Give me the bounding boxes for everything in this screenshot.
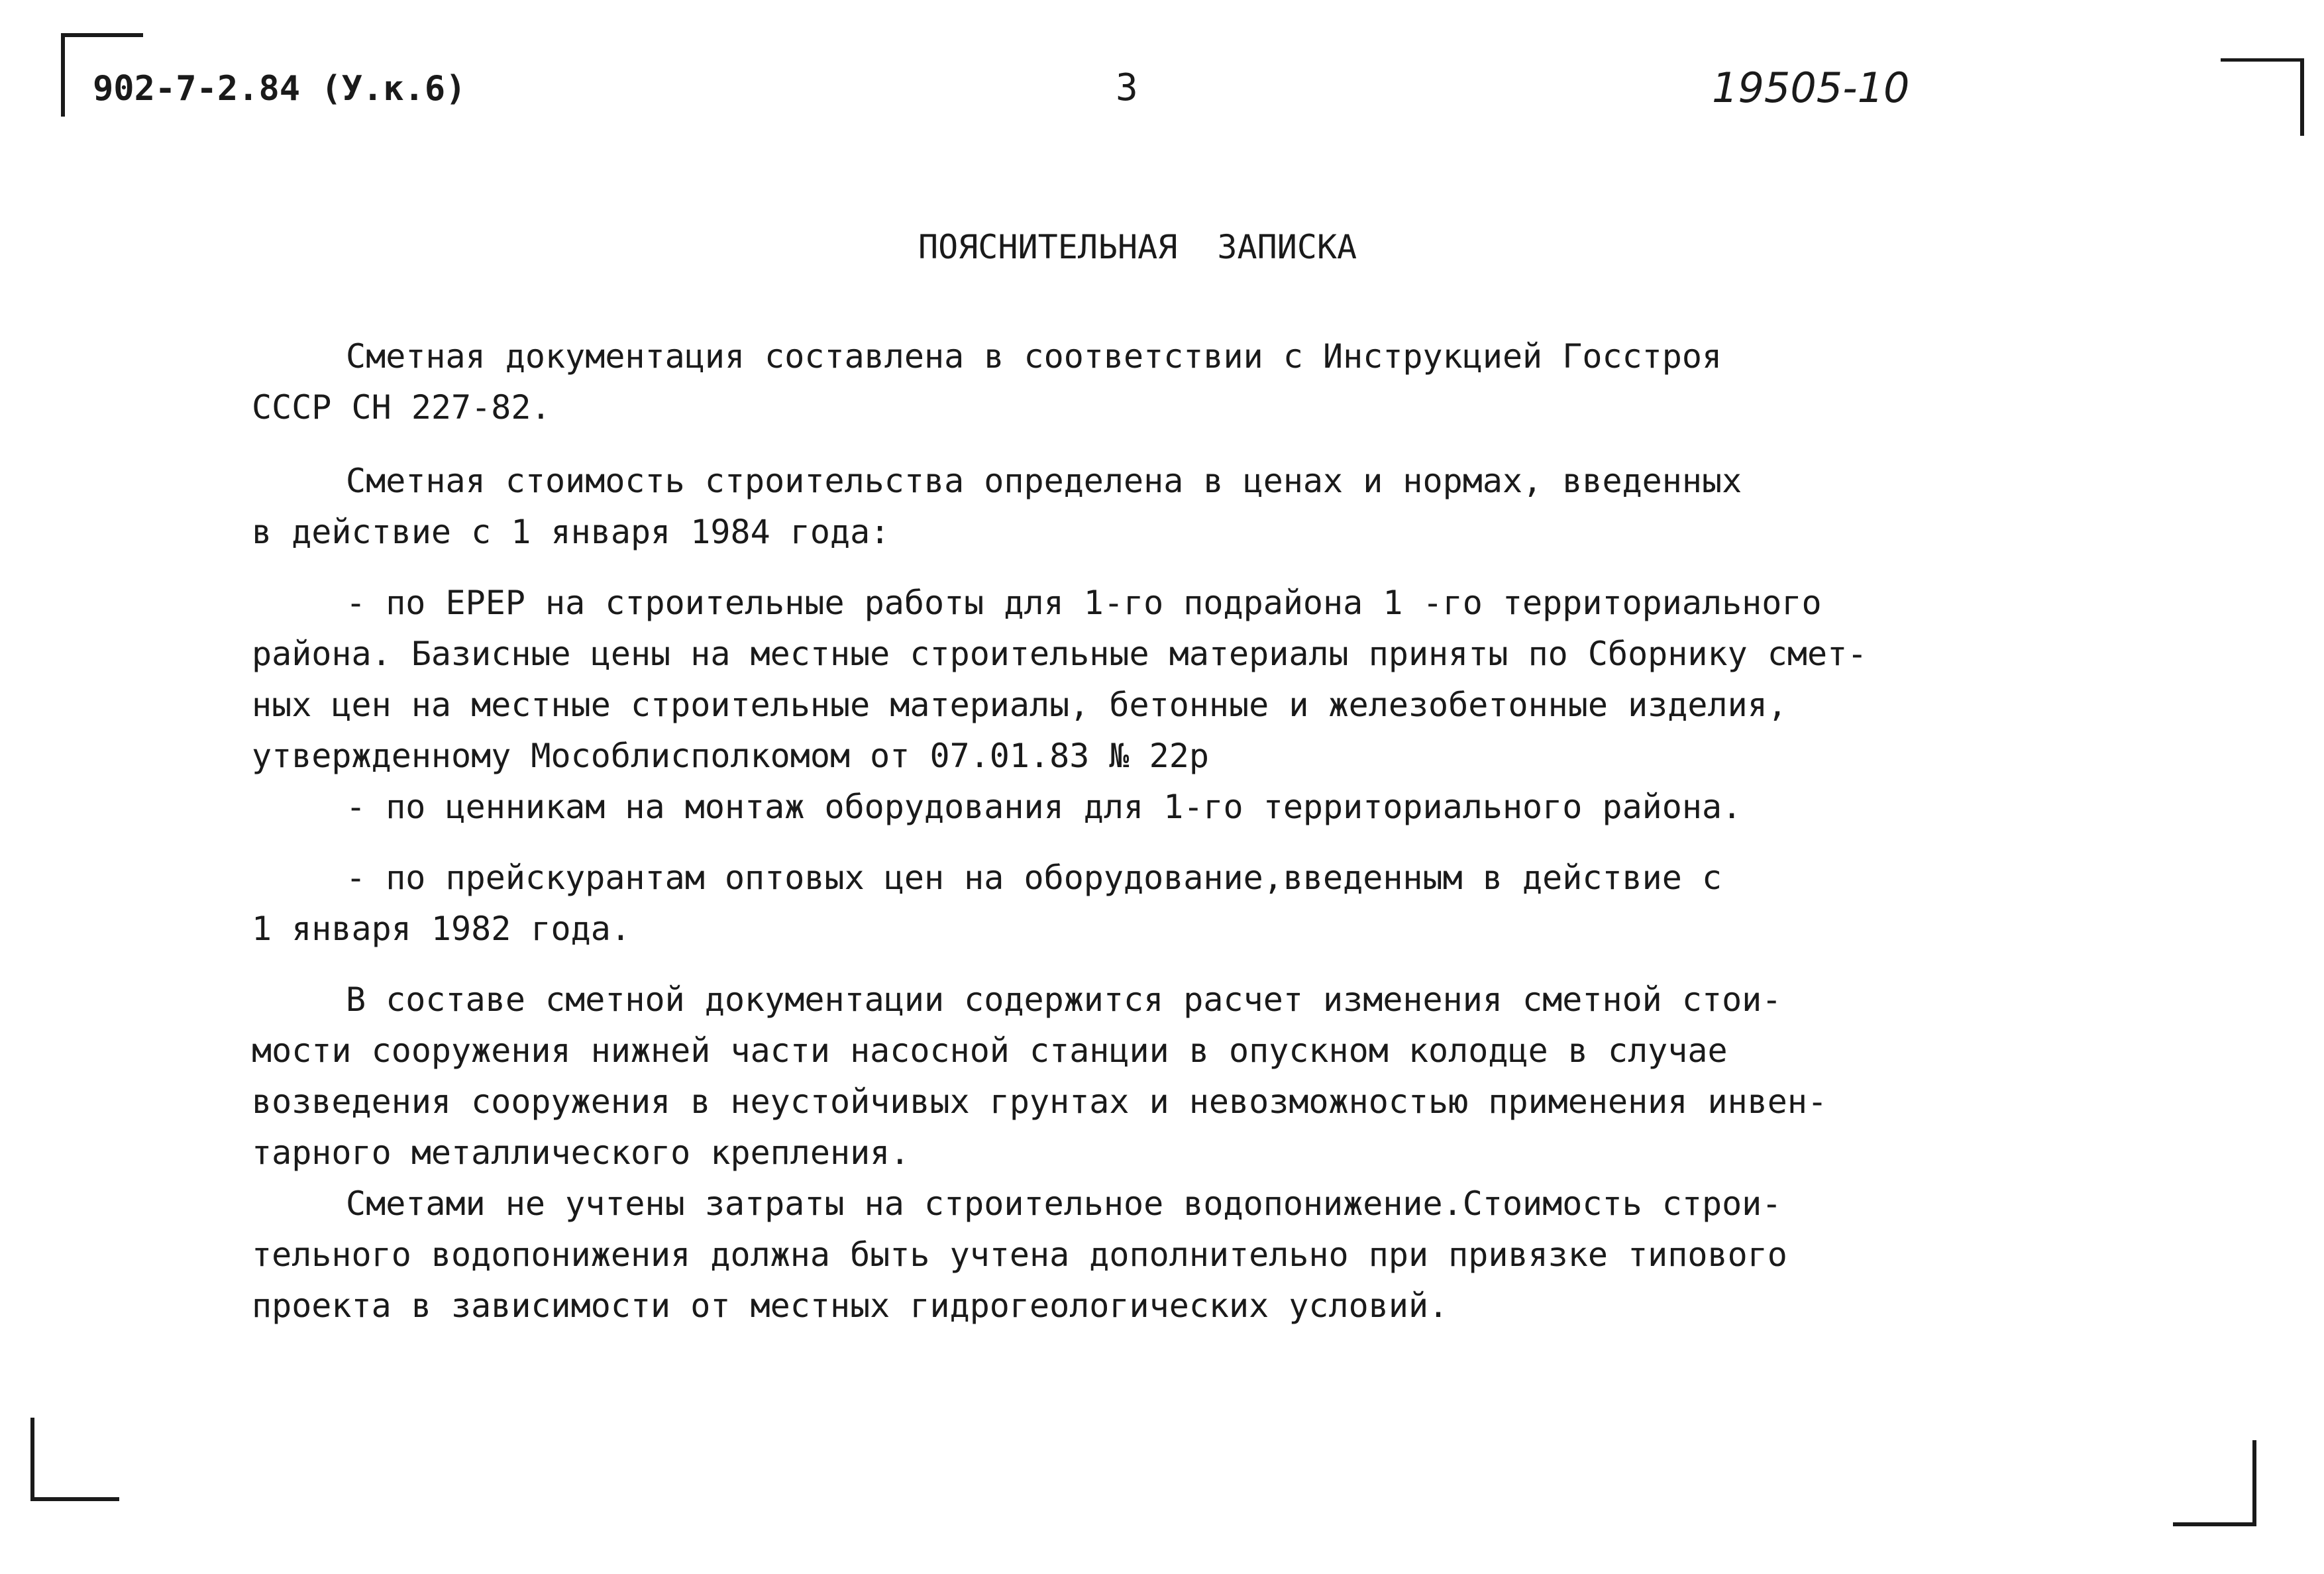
text-line: района. Базисные цены на местные строительные материалы приняты по Сборнику смет- [252,635,1868,673]
text-line: Сметная стоимость строительства определена в ценах и нормах, введенных [346,462,1742,500]
text-line: СССР СН 227-82. [252,388,551,427]
text-line: тарного металлического крепления. [252,1133,910,1172]
text-line: Сметами не учтены затраты на строительное водопонижение.Стоимость строи- [346,1184,1782,1223]
paragraph-equipment-install [252,782,1987,833]
frame-corner-bottom-right [2173,1440,2256,1526]
text-line: В составе сметной документации содержится расчет изменения сметной стои- [346,980,1782,1019]
page-number: 3 [1116,66,1138,109]
paragraph-estimate-cost [252,456,1987,558]
paragraph-erer [252,578,1987,782]
document-body [252,331,1987,1332]
text-line: тельного водопонижения должна быть учтена дополнительно при привязке типового [252,1235,1787,1274]
document-number: 19505-10 [1712,64,1910,112]
frame-corner-top-right [2221,58,2304,136]
text-line: возведения сооружения в неустойчивых грунтах и невозможностью применения инвен- [252,1082,1828,1121]
project-code: 902-7-2.84 (У.к.6) [93,69,466,109]
paragraph-dewatering [252,1179,1987,1332]
text-line: - по прейскурантам оптовых цен на оборудование,введенным в действие с [346,859,1722,897]
text-line: - по ценникам на монтаж оборудования для 1-го территориального района. [346,788,1742,826]
text-line: - по ЕРЕР на строительные работы для 1-го подрайона 1 -го территориального [346,584,1822,622]
paragraph-cost-change [252,974,1987,1179]
text-line: мости сооружения нижней части насосной станции в опускном колодце в случае [252,1031,1728,1070]
text-line: ных цен на местные строительные материалы, бетонные и железобетонные изделия, [252,686,1787,724]
text-line: утвержденному Мособлисполкомом от 07.01.83 № 22р [252,737,1209,775]
text-line: 1 января 1982 года. [252,910,631,948]
text-line: в действие с 1 января 1984 года: [252,513,890,551]
text-line: проекта в зависимости от местных гидрогеологических условий. [252,1286,1449,1325]
frame-corner-bottom-left [30,1418,119,1501]
text-line: Сметная документация составлена в соответствии с Инструкцией Госстроя [346,337,1722,376]
paragraph-price-lists [252,853,1987,955]
paragraph-estimate-docs [252,331,1987,433]
page-title: ПОЯСНИТЕЛЬНАЯ ЗАПИСКА [918,228,1357,266]
